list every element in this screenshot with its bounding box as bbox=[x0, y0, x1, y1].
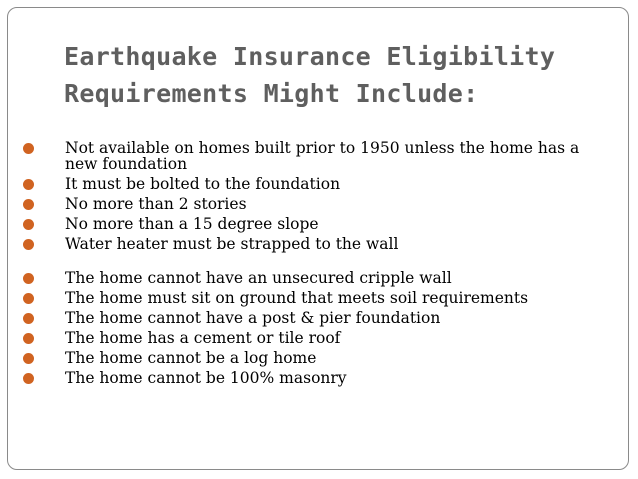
bullet-dot-icon bbox=[23, 353, 34, 364]
list-item bbox=[20, 290, 610, 306]
list-item bbox=[20, 270, 610, 286]
list-item bbox=[20, 196, 610, 212]
list-item bbox=[20, 350, 610, 366]
bullet-dot-icon bbox=[23, 313, 34, 324]
list-item-text: Water heater must be strapped to the wall bbox=[65, 235, 399, 253]
list-item bbox=[20, 370, 610, 386]
list-item-text: No more than a 15 degree slope bbox=[65, 215, 319, 233]
list-item bbox=[20, 236, 610, 252]
list-item-text: The home must sit on ground that meets soil requirements bbox=[65, 289, 529, 307]
list-item-text: No more than 2 stories bbox=[65, 195, 247, 213]
slide-title-line-2: Requirements Might Include: bbox=[64, 79, 479, 108]
bullet-dot-icon bbox=[23, 143, 34, 154]
bullet-dot-icon bbox=[23, 273, 34, 284]
bullet-dot-icon bbox=[23, 333, 34, 344]
list-item bbox=[20, 310, 610, 326]
bullet-dot-icon bbox=[23, 373, 34, 384]
list-item bbox=[20, 330, 610, 346]
bullet-dot-icon bbox=[23, 179, 34, 190]
list-item bbox=[20, 176, 610, 192]
list-item bbox=[20, 140, 610, 172]
slide-title bbox=[64, 38, 555, 112]
list-item-text: The home cannot have a post & pier foundation bbox=[65, 309, 441, 327]
list-item-text: The home cannot be a log home bbox=[65, 349, 317, 367]
bullet-dot-icon bbox=[23, 199, 34, 210]
list-item-text: It must be bolted to the foundation bbox=[65, 175, 341, 193]
bullet-dot-icon bbox=[23, 219, 34, 230]
requirements-list bbox=[20, 140, 610, 390]
bullet-dot-icon bbox=[23, 293, 34, 304]
slide-title-line-1: Earthquake Insurance Eligibility bbox=[64, 42, 556, 71]
list-item-text: The home has a cement or tile roof bbox=[65, 329, 341, 347]
list-item-text: The home cannot have an unsecured cripple wall bbox=[65, 269, 452, 287]
bullet-dot-icon bbox=[23, 239, 34, 250]
list-item-text: The home cannot be 100% masonry bbox=[65, 369, 347, 387]
list-item bbox=[20, 216, 610, 232]
list-item-text: Not available on homes built prior to 1950 unless the home has a new foundation bbox=[65, 139, 580, 173]
